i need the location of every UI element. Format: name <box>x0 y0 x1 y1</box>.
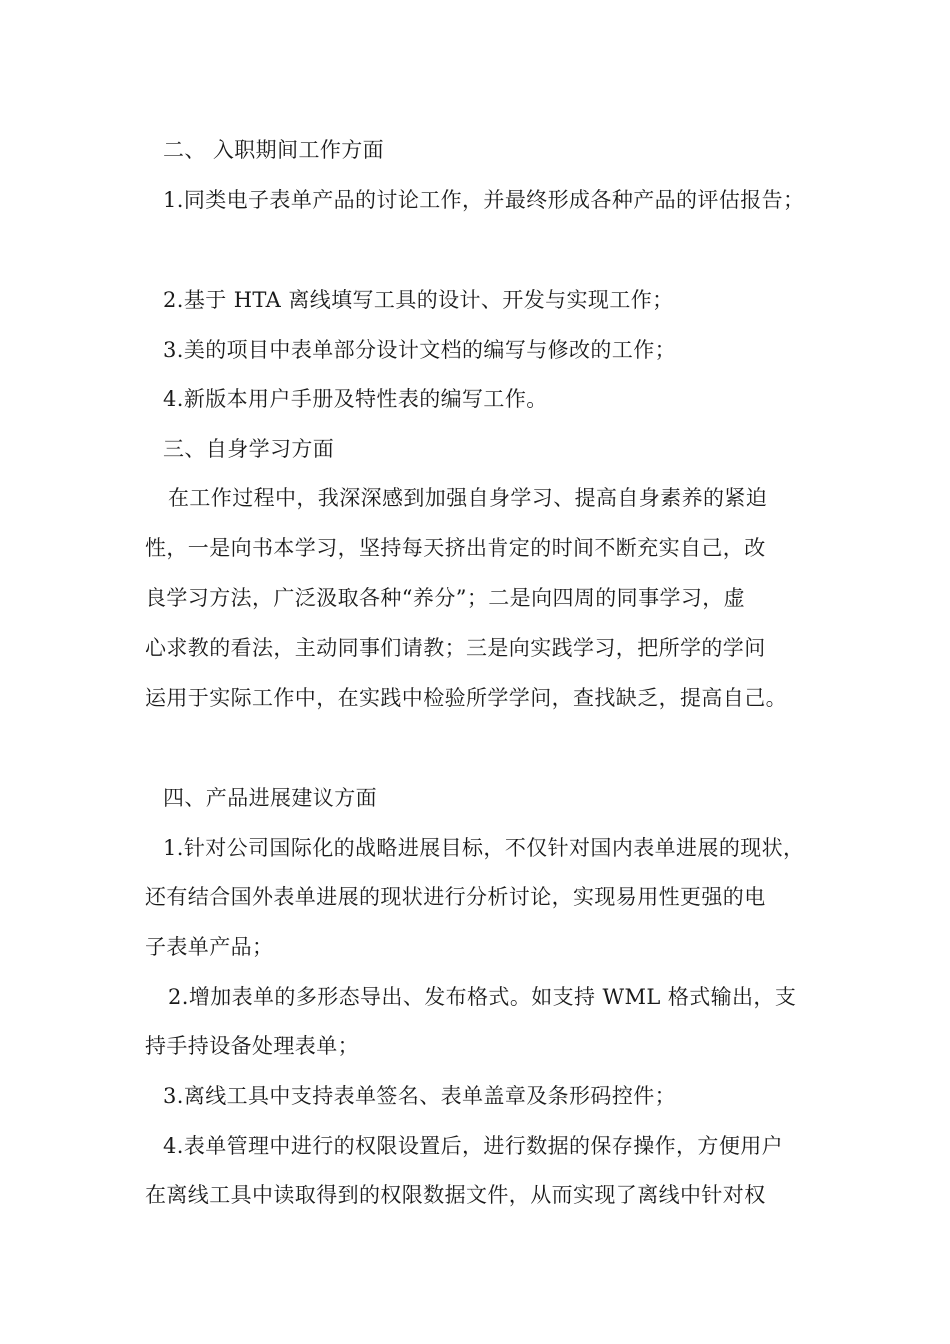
suggestion-item-2-line: 持手持设备处理表单； <box>145 1034 359 1058</box>
study-paragraph-line: 在工作过程中，我深深感到加强自身学习、提高自身素养的紧迫 <box>168 486 768 510</box>
suggestion-item-1-line: 还有结合国外表单进展的现状进行分析讨论，实现易用性更强的电 <box>145 885 766 909</box>
study-paragraph-line: 运用于实际工作中，在实践中检验所学学问，查找缺乏，提高自己。 <box>145 686 787 710</box>
study-paragraph-line: 性，一是向书本学习，坚持每天挤出肯定的时间不断充实自己，改 <box>145 536 766 560</box>
section-heading-work: 二、 入职期间工作方面 <box>163 138 385 162</box>
work-item-4: 4.新版本用户手册及特性表的编写工作。 <box>163 387 548 411</box>
suggestion-item-4-line: 在离线工具中读取得到的权限数据文件，从而实现了离线中针对权 <box>145 1183 766 1207</box>
section-heading-suggestions: 四、产品进展建议方面 <box>163 786 377 810</box>
work-item-2: 2.基于 HTA 离线填写工具的设计、开发与实现工作； <box>163 288 674 312</box>
suggestion-item-4-line: 4.表单管理中进行的权限设置后，进行数据的保存操作，方便用户 <box>163 1134 784 1158</box>
section-heading-study: 三、自身学习方面 <box>163 437 335 461</box>
work-item-1: 1.同类电子表单产品的讨论工作，并最终形成各种产品的评估报告； <box>163 188 805 212</box>
study-paragraph-line: 心求教的看法，主动同事们请教；三是向实践学习，把所学的学问 <box>145 636 766 660</box>
work-item-3: 3.美的项目中表单部分设计文档的编写与修改的工作； <box>163 338 677 362</box>
suggestion-item-1-line: 1.针对公司国际化的战略进展目标，不仅针对国内表单进展的现状， <box>163 836 805 860</box>
study-paragraph-line: 良学习方法，广泛汲取各种“养分”；二是向四周的同事学习，虚 <box>145 586 746 610</box>
suggestion-item-3: 3.离线工具中支持表单签名、表单盖章及条形码控件； <box>163 1084 677 1108</box>
suggestion-item-2-line: 2.增加表单的多形态导出、发布格式。如支持 WML 格式输出，支 <box>168 985 797 1009</box>
suggestion-item-1-line: 子表单产品； <box>145 935 274 959</box>
